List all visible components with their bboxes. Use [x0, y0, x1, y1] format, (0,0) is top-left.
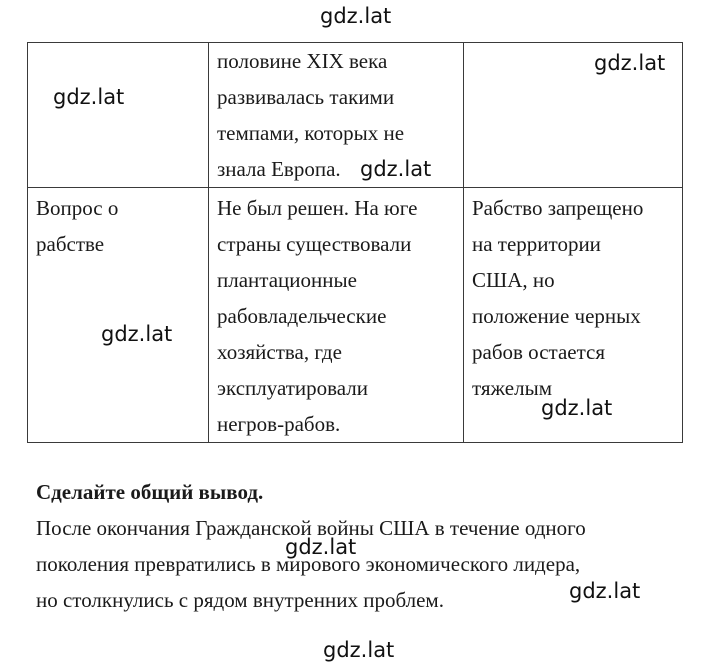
watermark: gdz.lat [53, 85, 125, 109]
cell-text-line: на территории [472, 232, 601, 256]
cell-text-line: Вопрос о [36, 196, 119, 220]
cell-text-line: Не был решен. На юге [217, 196, 418, 220]
cell-text-line: рабов остается [472, 340, 606, 364]
paragraph-line: поколения превратились в мирового экономического лидера, [36, 552, 581, 576]
table-cell [28, 188, 209, 443]
cell-text-line: рабовладельческие [217, 304, 387, 328]
watermark: gdz.lat [569, 579, 641, 603]
watermark: gdz.lat [323, 638, 395, 662]
watermark: gdz.lat [360, 157, 432, 181]
paragraph-line: После окончания Гражданской войны США в течение одного [36, 516, 586, 540]
watermark: gdz.lat [541, 396, 613, 420]
cell-text-line: половине XIX века [217, 49, 388, 73]
cell-text-line: тяжелым [472, 376, 552, 400]
cell-text-line: хозяйства, где [217, 340, 342, 364]
watermark: gdz.lat [101, 322, 173, 346]
cell-text-line: Рабство запрещено [472, 196, 644, 220]
cell-text-line: развивалась такими [217, 85, 395, 109]
table-cell [28, 43, 209, 188]
cell-text-line: плантационные [217, 268, 357, 292]
paragraph-line: но столкнулись с рядом внутренних проблем. [36, 588, 444, 612]
comparison-table [27, 42, 683, 443]
table-cell [209, 188, 464, 443]
watermark: gdz.lat [320, 4, 392, 28]
cell-text-line: эксплуатировали [217, 376, 369, 400]
cell-text-line: темпами, которых не [217, 121, 405, 145]
cell-text-line: страны существовали [217, 232, 412, 256]
table-row [28, 43, 683, 188]
watermark: gdz.lat [285, 535, 357, 559]
cell-text-line: США, но [472, 268, 555, 292]
cell-text-line: знала Европа. [217, 157, 341, 181]
watermark: gdz.lat [594, 51, 666, 75]
cell-text-line: рабстве [36, 232, 105, 256]
conclusion-heading: Сделайте общий вывод. [36, 480, 264, 504]
cell-text-line: негров-рабов. [217, 412, 341, 436]
cell-text-line: положение черных [472, 304, 641, 328]
